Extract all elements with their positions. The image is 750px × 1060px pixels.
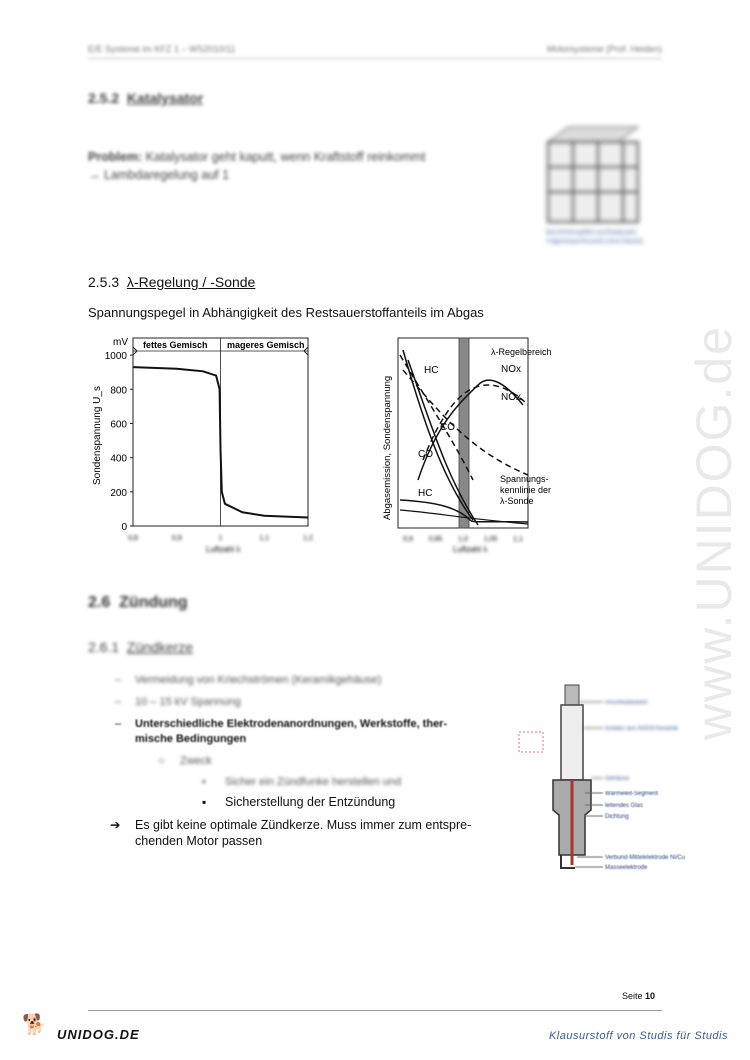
chart1-y-tick-label: 0 bbox=[121, 522, 127, 533]
plug-label-7: Verbund-Mittelelektrode Ni/Cu bbox=[605, 855, 686, 861]
section-261-number: 2.6.1 bbox=[88, 639, 120, 655]
subsub-1: Sicher ein Zündfunke herstellen und bbox=[225, 776, 402, 788]
section-253-number: 2.5.3 bbox=[88, 274, 120, 290]
chart1-x-ticks bbox=[128, 535, 313, 542]
chart1-y-tick-label: 400 bbox=[110, 453, 127, 465]
page-label: Seite bbox=[622, 991, 643, 1001]
plug-highlight-box bbox=[519, 732, 543, 752]
footer-rule bbox=[88, 1010, 662, 1011]
chart1-y-label: Sondenspannung U_s bbox=[92, 386, 103, 485]
plug-label-4: Wärmeleit-Segment bbox=[605, 791, 659, 797]
section-26-heading bbox=[88, 594, 188, 612]
bullet-3: Unterschiedliche Elektrodenanordnungen, Werkstoffe, ther- bbox=[135, 718, 448, 730]
page-number bbox=[622, 991, 655, 1001]
catalyst-caption-1: Beschichtung/Bild aus/Katalysator bbox=[546, 230, 637, 236]
chart2-hc-label: HC bbox=[424, 365, 439, 376]
chart1-x-tick-label: 0,9 bbox=[171, 535, 182, 542]
sub-bullet: Zweck bbox=[180, 755, 212, 767]
chart2-sensor-label-2: kennlinie der bbox=[500, 485, 552, 495]
plug-terminal bbox=[565, 685, 579, 705]
chart2-hc-label-2: HC bbox=[418, 488, 433, 499]
plug-label-6: Dichtung bbox=[605, 814, 629, 820]
chart2-x-label: Luftzahl λ bbox=[453, 545, 488, 554]
conclusion-line-2: chenden Motor passen bbox=[135, 834, 263, 848]
chart1-y-tick-label: 800 bbox=[110, 385, 127, 397]
spark-plug-image bbox=[515, 680, 700, 875]
chart2-band-label: λ-Regelbereich bbox=[491, 347, 552, 357]
chart2-co-label-2: CO bbox=[418, 449, 433, 460]
dog-logo-icon: 🐕 bbox=[22, 1014, 47, 1036]
chart1-x-label: Luftzahl λ bbox=[206, 545, 241, 554]
chart2-y-label: Abgasemission, Sondenspannung bbox=[382, 375, 393, 520]
plug-label-group-upper bbox=[579, 700, 679, 782]
problem-text-2: → Lambdaregelung auf 1 bbox=[88, 168, 230, 182]
section-252-number: 2.5.2 bbox=[88, 90, 120, 106]
chart2-x-ticks bbox=[403, 536, 523, 543]
section-253-heading bbox=[88, 274, 255, 290]
sub-bullet-mark: ○ bbox=[158, 755, 165, 767]
chart2-x-tick-label: 0,9 bbox=[403, 536, 413, 543]
problem-label: Problem: bbox=[88, 150, 143, 164]
header-rule bbox=[88, 58, 662, 59]
plug-insulator bbox=[561, 705, 583, 780]
chart2-sensor-label-3: λ-Sonde bbox=[500, 496, 534, 506]
section-252-title: Katalysator bbox=[126, 90, 204, 106]
chart2-sensor-label-1: Spannungs- bbox=[500, 474, 549, 484]
plug-label-2: Isolator aus Al2O3-Keramik bbox=[605, 726, 679, 732]
section-261-title: Zündkerze bbox=[126, 639, 194, 655]
chart1-x-tick-label: 1,2 bbox=[303, 535, 313, 542]
emission-chart bbox=[378, 330, 558, 560]
chart2-co-label: CO bbox=[440, 422, 455, 433]
header-right: Motorsysteme (Prof. Heiden) bbox=[546, 44, 662, 54]
chart1-y-unit: mV bbox=[113, 337, 128, 348]
chart1-region-right: mageres Gemisch bbox=[227, 340, 305, 350]
footer-tagline: Klausurstoff von Studis für Studis bbox=[548, 1030, 728, 1042]
header-left: E/E Systeme im KFZ 1 – WS2010/11 bbox=[88, 44, 236, 54]
subsub-mark-2: ▪ bbox=[202, 795, 207, 809]
chart1-x-tick-label: 1,1 bbox=[259, 535, 270, 542]
chart1-y-ticks bbox=[105, 351, 133, 533]
problem-block bbox=[88, 148, 528, 184]
lambda-voltage-chart bbox=[86, 330, 318, 560]
plug-label-8: Masseelektrode bbox=[605, 865, 648, 871]
section-253-title: λ-Regelung / -Sonde bbox=[126, 274, 256, 290]
chart2-x-tick-label: 1,0 bbox=[458, 536, 468, 543]
problem-text: Katalysator geht kaputt, wenn Kraftstoff reinkommt bbox=[145, 150, 426, 164]
subsub-mark-1: ▪ bbox=[202, 776, 206, 788]
bullet-2: 10 – 15 kV Spannung bbox=[135, 696, 241, 708]
section-261-heading bbox=[88, 639, 193, 655]
section-252-heading bbox=[88, 90, 203, 106]
chart2-x-tick-label: 0,95 bbox=[428, 536, 443, 543]
conclusion-arrow-icon: ➔ bbox=[110, 818, 121, 832]
page-number-value: 10 bbox=[645, 991, 656, 1001]
subsub-2: Sicherstellung der Entzündung bbox=[225, 795, 396, 809]
section-253-intro: Spannungspegel in Abhängigkeit des Restsauerstoffanteils im Abgas bbox=[88, 305, 484, 320]
plug-label-3: Gehäuse bbox=[605, 776, 630, 782]
chart1-y-tick-label: 200 bbox=[110, 487, 127, 499]
bullet-1: Vermeidung von Kriechströmen (Keramikgehäuse) bbox=[135, 674, 382, 686]
chart2-nox-label: NOx bbox=[501, 364, 521, 375]
footer-logo: UNIDOG.DE bbox=[57, 1027, 140, 1042]
watermark: www.UNIDOG.de bbox=[686, 325, 742, 740]
section-26-number: 2.6 bbox=[88, 594, 111, 611]
bullet-dash-1: – bbox=[115, 674, 122, 686]
chart2-x-tick-label: 1,05 bbox=[483, 536, 498, 543]
chart1-x-tick-label: 1 bbox=[218, 535, 223, 542]
plug-label-1: Anschlußbolzen bbox=[605, 700, 648, 706]
bullet-dash-2: – bbox=[115, 696, 122, 708]
chart1-y-tick-label: 600 bbox=[110, 419, 127, 431]
chart2-nox-label-2: NOx bbox=[501, 392, 521, 403]
plug-label-5: leitendes Glas bbox=[605, 803, 644, 809]
catalyst-image bbox=[538, 122, 648, 250]
bullet-3-cont: mische Bedingungen bbox=[135, 733, 247, 745]
catalyst-caption-2: Trägerkörper/Keramik (ohne Mantel) bbox=[546, 239, 643, 245]
section-26-title: Zündung bbox=[119, 594, 188, 611]
chart1-region-left: fettes Gemisch bbox=[143, 340, 208, 350]
conclusion-line-1: Es gibt keine optimale Zündkerze. Muss immer zum entspre- bbox=[135, 818, 472, 832]
conclusion-block bbox=[135, 817, 471, 849]
bullet-dash-3: – bbox=[115, 718, 122, 730]
chart2-x-tick-label: 1,1 bbox=[513, 536, 523, 543]
chart1-x-tick-label: 0,8 bbox=[128, 535, 138, 542]
chart1-y-tick-label: 1000 bbox=[104, 351, 127, 363]
